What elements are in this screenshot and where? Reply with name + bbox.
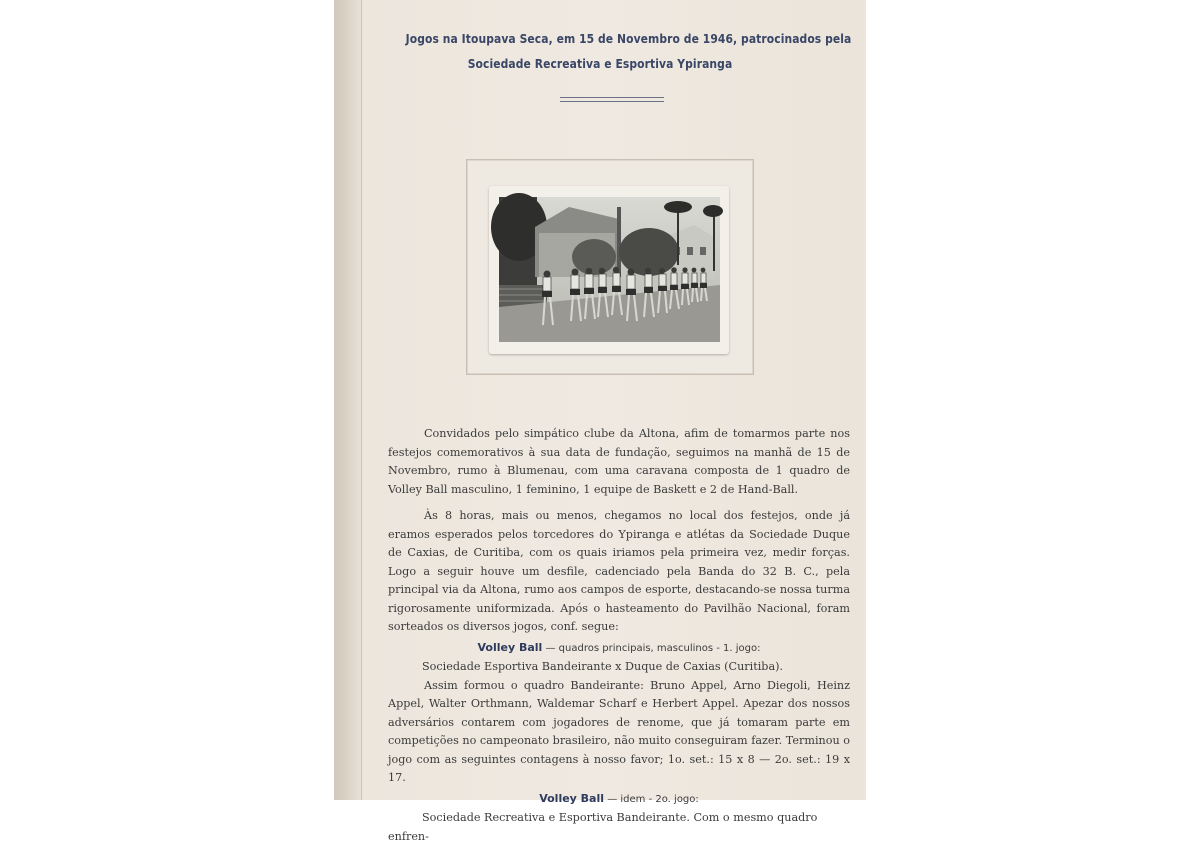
game-1-label: Volley Ball	[477, 640, 543, 654]
game-1-heading	[388, 639, 850, 659]
game-2-detail: — idem - 2o. jogo:	[604, 793, 699, 805]
game-1-match: Sociedade Esportiva Bandeirante x Duque de Caxias (Curitiba).	[422, 660, 784, 673]
page-title	[405, 26, 852, 76]
paragraph-arrival: Às 8 horas, mais ou menos, chegamos no local dos festejos, onde já eramos esperados pelos torcedores do Ypiranga e atlétas da Sociedade Duque de Caxias, de Curitiba, com os quais iriamos pela primeira vez, medir forças. Logo a seguir houve um desfile, cadenciado pela Banda do 32 B. C., pela principal via da Altona, rumo aos campos de esporte, destacando-se nossa turma rigorosamente uniformizada. Após o hasteamento do Pavilhão Nacional, foram sorteados os diversos jogos, conf. segue:	[388, 509, 850, 633]
title-line-2: Sociedade Recreativa e Esportiva Ypiranga	[467, 56, 733, 71]
game-2-text: Sociedade Recreativa e Esportiva Bandeirante. Com o mesmo quadro enfren-	[388, 811, 818, 843]
title-line-1: Jogos na Itoupava Seca, em 15 de Novembro de 1946, patrocinados pela	[405, 31, 852, 46]
margin-line	[361, 0, 362, 800]
album-page	[334, 0, 866, 843]
game-2-heading	[388, 790, 850, 810]
parade-photo	[499, 197, 720, 342]
game-1-text: Assim formou o quadro Bandeirante: Bruno Appel, Arno Diegoli, Heinz Appel, Walter Orthmann, Waldemar Scharf e Herbert Appel. Apezar dos nossos adversários contarem com jogadores de renome, que já tomaram parte em competições no campeonato brasileiro, não muito conseguiram fazer. Terminou o jogo com as seguintes contagens à nosso favor; 1o. set.: 15 x 8 — 2o. set.: 19 x 17.	[388, 678, 850, 784]
photo-mount	[466, 159, 754, 375]
paragraph-invitation: Convidados pelo simpático clube da Altona, afim de tomarmos parte nos festejos comemorativos à sua data de fundação, seguimos na manhã de 15 de Novembro, rumo à Blumenau, com uma caravana composta de 1 quadro de Volley Ball masculino, 1 feminino, 1 equipe de Baskett e 2 de Hand-Ball.	[388, 427, 850, 496]
game-2-label: Volley Ball	[539, 791, 605, 805]
photo-print	[489, 186, 729, 354]
article-body	[388, 425, 850, 846]
title-rule-bottom	[560, 101, 664, 102]
page-edge-shadow	[334, 0, 364, 800]
title-rule-top	[560, 97, 664, 98]
game-1-detail: — quadros principais, masculinos - 1. jogo:	[542, 642, 761, 654]
